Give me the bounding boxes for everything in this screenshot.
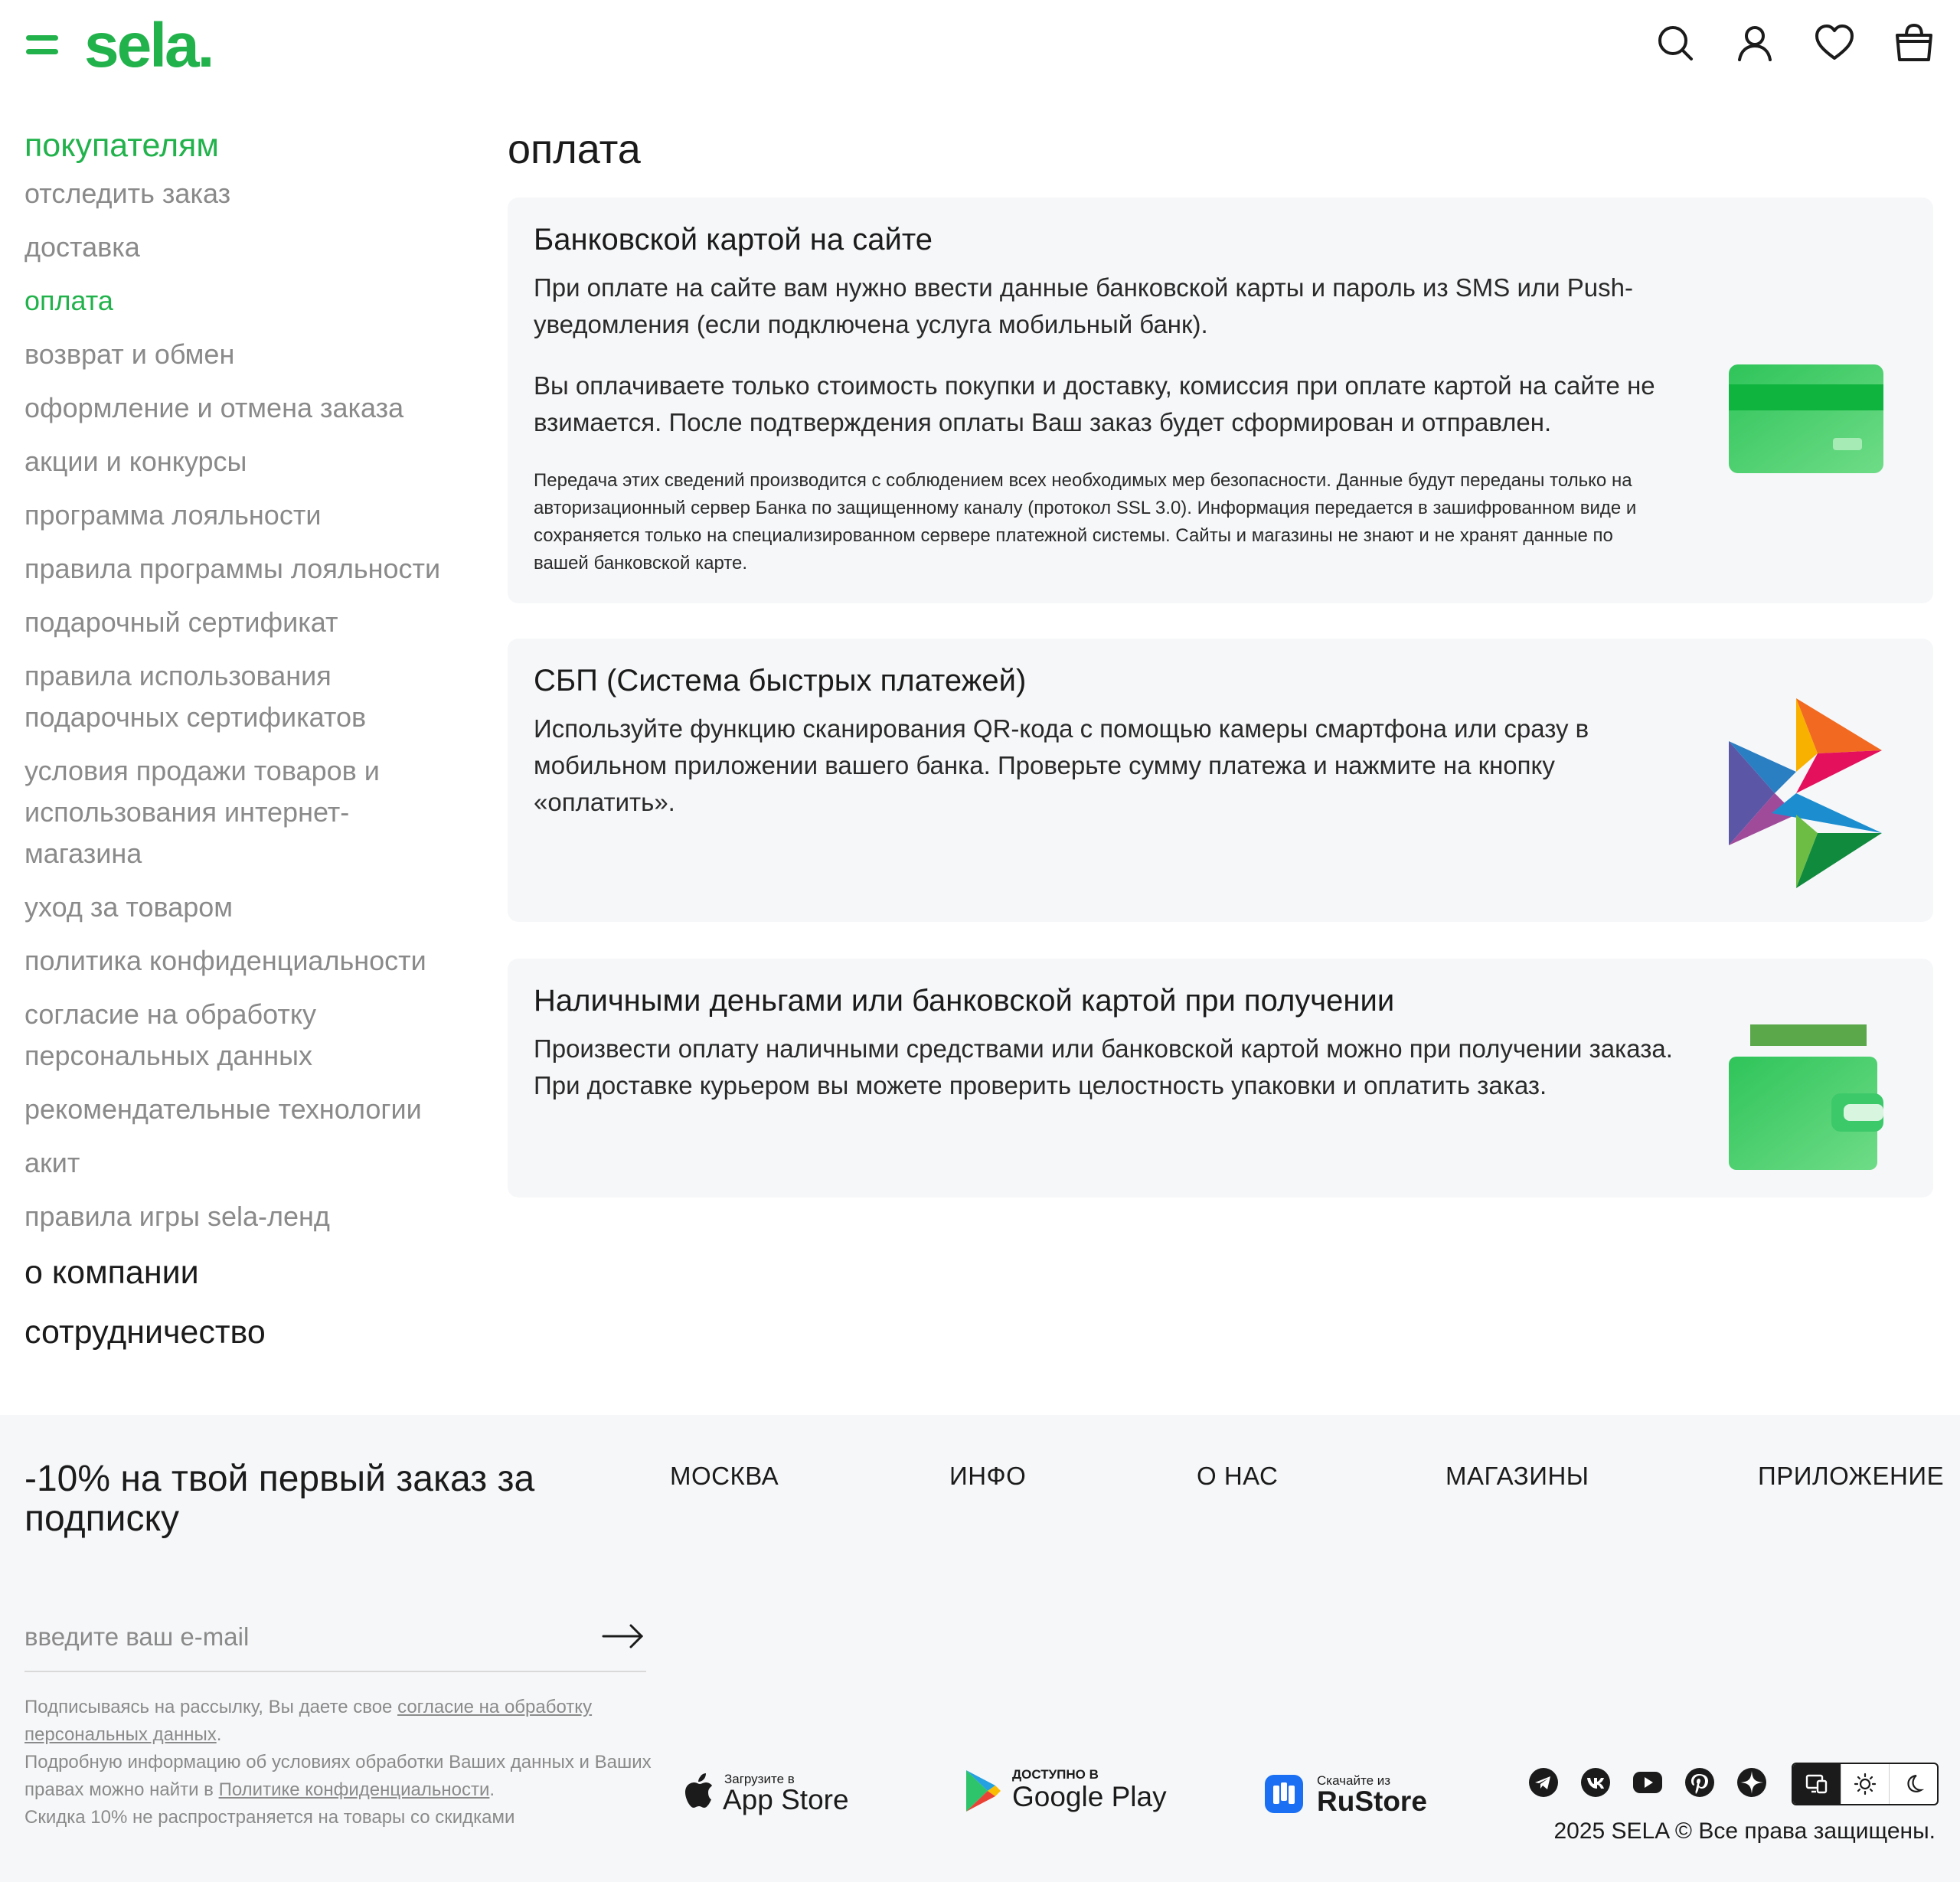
google-play-button[interactable] [965, 1767, 1167, 1828]
consent-link[interactable]: согласие на обработку персональных данных [24, 1697, 593, 1745]
google-play-icon [965, 1769, 1001, 1813]
legal-text: . [216, 1724, 222, 1745]
payment-card-sbp [508, 639, 1933, 922]
sidebar-item-privacy[interactable]: политика конфиденциальности [24, 945, 426, 976]
telegram-icon[interactable] [1528, 1767, 1559, 1798]
card-note: Передача этих сведений производится с соблюдением всех необходимых мер безопасности. Данные будут переданы только на авторизационный сервер Банка по защищенному каналу (протокол SSL 3.0). Информация передается в зашифрованном виде и сохраняется только на специализированном сервере платежной системы. Сайты и магазины не знают и не хранят данные по вашей банковской карте. [534, 470, 1637, 573]
card-title: СБП (Система быстрых платежей) [534, 664, 1027, 698]
sidebar-item-akit[interactable]: акит [24, 1147, 80, 1178]
store-name: Google Play [1012, 1781, 1167, 1812]
pinterest-icon[interactable] [1684, 1767, 1715, 1798]
copyright: 2025 SELA © Все права защищены. [1553, 1818, 1936, 1844]
sidebar-item-loyalty-rules[interactable]: правила программы лояльности [24, 553, 441, 584]
card-text: Используйте функцию сканирования QR-кода с помощью камеры смартфона или сразу в мобильном приложении вашего банка. Проверьте сумму платежа и нажмите на кнопку «оплатить». [534, 714, 1589, 816]
card-title: Банковской картой на сайте [534, 223, 933, 256]
subscribe-legal [24, 1694, 668, 1831]
sidebar-item-track-order[interactable]: отследить заказ [24, 178, 231, 209]
page-title: оплата [508, 126, 641, 172]
header [0, 0, 1960, 90]
sidebar-item-care[interactable]: уход за товаром [24, 891, 234, 923]
rustore-icon [1265, 1775, 1303, 1813]
store-caption: ДОСТУПНО В [1012, 1767, 1099, 1782]
user-icon[interactable] [1733, 21, 1776, 64]
card-text: Вы оплачиваете только стоимость покупки и доставку, комиссия при оплате картой на сайте не взимается. После подтверждения оплаты Ваш заказ будет сформирован и отправлен. [534, 371, 1655, 436]
footer [0, 1415, 1960, 1882]
sidebar-nav [24, 123, 484, 1355]
payment-card-cash [508, 959, 1933, 1197]
submit-arrow-icon[interactable] [600, 1617, 646, 1655]
theme-toggle [1792, 1763, 1939, 1805]
legal-text: Подписываясь на рассылку, Вы даете свое [24, 1697, 398, 1717]
app-store-button[interactable] [683, 1767, 867, 1828]
bag-icon[interactable] [1893, 21, 1936, 64]
sidebar-item-delivery[interactable]: доставка [24, 231, 140, 263]
store-caption: Загрузите в [724, 1772, 795, 1786]
footer-nav-moscow[interactable]: МОСКВА [670, 1462, 779, 1490]
apple-icon [683, 1773, 714, 1810]
sidebar-item-game-rules[interactable]: правила игры sela-ленд [24, 1201, 330, 1232]
youtube-icon[interactable] [1632, 1767, 1663, 1798]
payment-card-online [508, 198, 1933, 603]
sidebar-item-gift-card-rules[interactable]: правила использования подарочных сертификатов [24, 660, 367, 733]
sidebar-item-payment[interactable]: оплата [24, 285, 113, 316]
zen-icon[interactable] [1736, 1767, 1767, 1798]
card-text: При оплате на сайте вам нужно ввести данные банковской карты и пароль из SMS или Push-уведомления (если подключена услуга мобильный банк). [534, 273, 1633, 338]
store-name: RuStore [1317, 1786, 1427, 1817]
footer-nav-app[interactable]: ПРИЛОЖЕНИЕ [1758, 1462, 1945, 1490]
sidebar-item-sale-terms[interactable]: условия продажи товаров и использования интернет-магазина [24, 755, 380, 869]
sidebar-item-recommendations[interactable]: рекомендательные технологии [24, 1093, 422, 1125]
sidebar-item-order-cancel[interactable]: оформление и отмена заказа [24, 392, 404, 423]
store-caption: Скачайте из [1317, 1773, 1391, 1788]
sidebar-item-data-consent[interactable]: согласие на обработку персональных данных [24, 998, 317, 1071]
footer-nav-stores[interactable]: МАГАЗИНЫ [1446, 1462, 1589, 1490]
legal-text: Подробную информацию об условиях обработки Ваших данных и Ваших правах можно найти в [24, 1752, 652, 1800]
privacy-link[interactable]: Политике конфиденциальности [218, 1779, 490, 1800]
card-text: Произвести оплату наличными средствами или банковской картой можно при получении заказа. При доставке курьером вы можете проверить целостность упаковки и оплатить заказ. [534, 1034, 1673, 1099]
logo[interactable]: sela. [84, 11, 213, 80]
sbp-logo-icon [1729, 698, 1883, 892]
card-title: Наличными деньгами или банковской картой при получении [534, 984, 1395, 1018]
sidebar-item-returns[interactable]: возврат и обмен [24, 338, 235, 370]
sidebar-section-about[interactable]: о компании [24, 1254, 199, 1291]
theme-light-icon[interactable] [1841, 1764, 1889, 1804]
subscribe-promo: -10% на твой первый заказ за подписку [24, 1459, 535, 1539]
email-form [24, 1614, 646, 1672]
sidebar-item-loyalty[interactable]: программа лояльности [24, 499, 322, 531]
store-name: App Store [723, 1784, 849, 1815]
theme-system-icon[interactable] [1793, 1764, 1841, 1804]
sidebar-list [24, 173, 484, 1237]
legal-text: . [489, 1779, 495, 1800]
bank-card-icon [1729, 364, 1883, 477]
vk-icon[interactable] [1580, 1767, 1611, 1798]
menu-icon[interactable] [26, 34, 60, 55]
sidebar-item-gift-card[interactable]: подарочный сертификат [24, 606, 338, 638]
sidebar-section-customers[interactable]: покупателям [24, 127, 219, 164]
search-icon[interactable] [1654, 21, 1697, 64]
sidebar-item-promotions[interactable]: акции и конкурсы [24, 446, 247, 477]
footer-nav-about[interactable]: О НАС [1197, 1462, 1279, 1490]
sidebar-section-partnership[interactable]: сотрудничество [24, 1314, 266, 1351]
wallet-icon [1729, 1024, 1883, 1174]
email-input[interactable] [24, 1614, 560, 1660]
legal-text: Скидка 10% не распространяется на товары со скидками [24, 1807, 515, 1828]
heart-icon[interactable] [1813, 21, 1856, 64]
theme-dark-icon[interactable] [1889, 1764, 1937, 1804]
footer-nav-info[interactable]: ИНФО [949, 1462, 1027, 1490]
rustore-button[interactable] [1265, 1767, 1449, 1828]
